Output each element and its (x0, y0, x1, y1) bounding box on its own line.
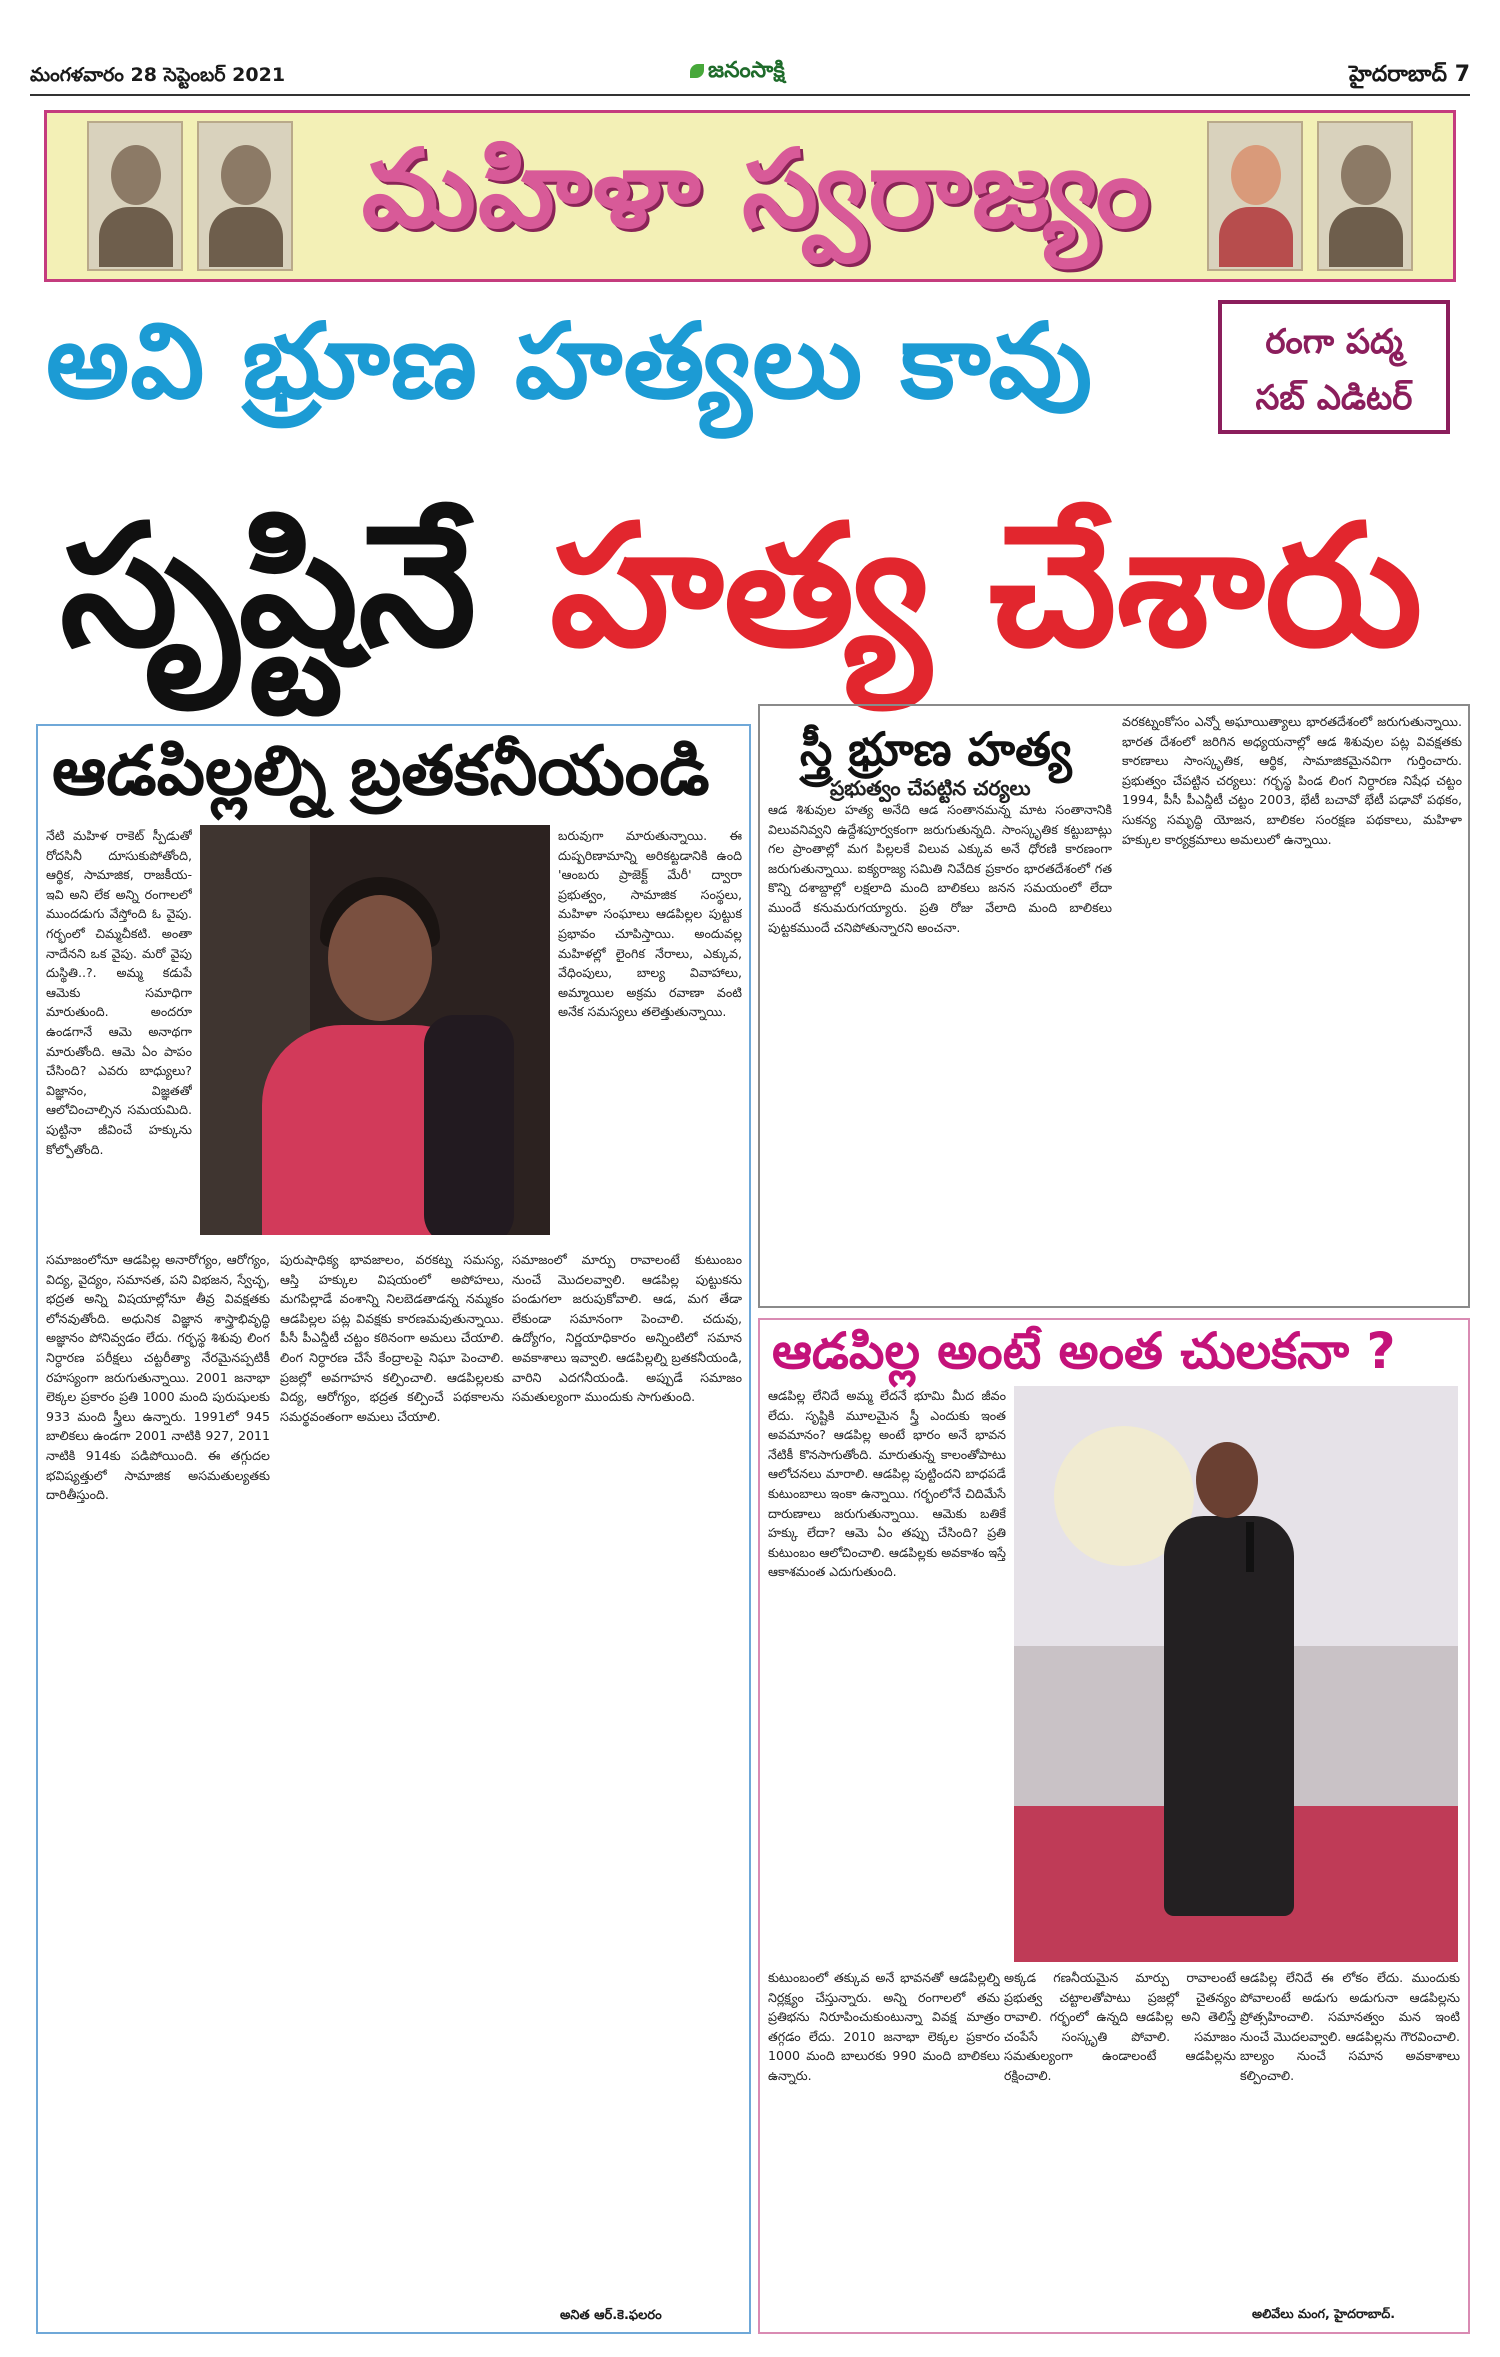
right-article1-title: స్త్రీ భ్రూణ హత్య (800, 722, 1072, 776)
brand-leaf-icon (690, 64, 704, 78)
portrait-1 (87, 121, 183, 271)
section-title: మహిళా స్వరాజ్యం (361, 127, 1153, 252)
page-number: 7 (1454, 62, 1470, 87)
right-article2-col2: కుటుంబంలో తక్కువ అనే భావనతో ఆడపిల్లల్ని నిర్లక్ష్యం చేస్తున్నారు. అన్ని రంగాలలో తమ ప్రతిభను నిరూపించుకుంటున్నా వివక్ష మాత్రం తగ్గడం లేదు. 2010 జనాభా లెక్కల ప్రకారం 1000 మంది బాలురకు 990 మంది బాలికలు ఉన్నారు. (768, 1970, 1000, 2083)
right-article1-col2: వరకట్నంకోసం ఎన్నో అఘాయిత్యాలు భారతదేశంలో జరుగుతున్నాయి. భారత దేశంలో జరిగిన అధ్యయనాల్లో ఆడ శిశువుల పట్ల వివక్షతకు కారణాలు సాంస్కృతిక, ఆర్థిక, సామాజికమైనవిగా గుర్తించారు. ప్రభుత్వం చేపట్టిన చర్యలు: గర్భస్థ పిండ లింగ నిర్ధారణ నిషేధ చట్టం 1994, పీసీ పీఎన్డీటీ చట్టం 2003, భేటీ బచావో భేటీ పఢావో పథకం, సుకన్య సమృద్ధి యోజన, బాలికల సంరక్షణ పథకాలు, మహిళా హక్కుల కార్యక్రమాలు అమలులో ఉన్నాయి. (1122, 714, 1462, 847)
left-article-col3: సమాజంలోనూ ఆడపిల్ల అనారోగ్యం, ఆరోగ్యం, విద్య, వైద్యం, సమానత, పని విభజన, స్వేచ్ఛ, భద్రత అన్ని విషయాల్లోనూ తీవ్ర వివక్షతకు లోనవుతోంది. అధునిక విజ్ఞాన శాస్త్రాభివృద్ధి అజ్ఞానం పోనివ్వడం లేదు. గర్భస్థ శిశువు లింగ నిర్ధారణ పరీక్షలు చట్టరీత్యా నేరమైనప్పటికీ రహస్యంగా జరుగుతున్నాయి. 2001 జనాభా లెక్కల ప్రకారం ప్రతి 1000 మంది పురుషులకు 933 మంది స్త్రీలు ఉన్నారు. 1991లో 945 బాలికలు ఉండగా 2001 నాటికి 927, 2011 నాటికి 914కు పడిపోయింది. ఈ తగ్గుదల భవిష్యత్తులో సామాజిక అసమతుల్యతకు దారితీస్తుంది. (46, 1252, 270, 1503)
right-article1-subtitle: ప్రభుత్వం చేపట్టిన చర్యలు (830, 776, 1031, 800)
byline-name: రంగా పద్మ (1265, 322, 1403, 362)
right-article2-author: అలివేలు మంగ, హైదరాబాద్. (1252, 2306, 1396, 2321)
portrait-3 (1207, 121, 1303, 271)
left-article-col2: బరువుగా మారుతున్నాయి. ఈ దుష్పరిణామాన్ని అరికట్టడానికి ఉంది 'ఆంబరు ప్రాజెక్ట్ మేరీ' ద్వారా ప్రభుత్వం, సామాజిక సంస్థలు, మహిళా సంఘాలు ఆడపిల్లల పుట్టుక ప్రభావం చూపిస్తాయి. అందువల్ల మహిళల్లో లైంగిక నేరాలు, ఎక్కువ, వేధింపులు, బాల్య వివాహాలు, అమ్మాయిల అక్రమ రవాణా వంటి అనేక సమస్యలు తలెత్తుతున్నాయి. (558, 828, 742, 1020)
city-name: హైదరాబాద్ (1349, 62, 1448, 87)
left-article-author: అనిత ఆర్.కె.ఫలరం (560, 2308, 662, 2323)
edition-city (1349, 62, 1470, 92)
issue-date: మంగళవారం 28 సెప్టెంబర్ 2021 (30, 64, 286, 86)
headline-line2-red: హత్య చేశారు (550, 488, 1423, 684)
left-article-col4: పురుషాధిక్య భావజాలం, వరకట్న సమస్య, ఆస్తి హక్కుల విషయంలో అపోహలు, మగపిల్లాడే వంశాన్ని నిలబెడతాడన్న నమ్మకం ఆడపిల్లల పట్ల వివక్షకు కారణమవుతున్నాయి. పీసీ పీఎన్డీటీ చట్టం కఠినంగా అమలు చేయాలి. లింగ నిర్ధారణ చేసే కేంద్రాలపై నిఘా పెంచాలి. ప్రజల్లో అవగాహన కల్పించాలి. ఆడపిల్లలకు విద్య, ఆరోగ్యం, భద్రత కల్పించే పథకాలను సమర్థవంతంగా అమలు చేయాలి. (280, 1252, 504, 1424)
newspaper-brand (690, 58, 785, 88)
right-article1-col1: ఆడ శిశువుల హత్య అనేది ఆడ సంతానమన్న మాట సంతానానికి విలువనివ్వని ఉద్దేశపూర్వకంగా జరుగుతున్నది. సాంస్కృతిక కట్టుబాట్లు గల ప్రాంతాల్లో మగ పిల్లలకే విలువ ఎక్కువ అనే ధోరణి కారణంగా జరుగుతున్నాయి. ఐక్యరాజ్య సమితి నివేదిక ప్రకారం భారతదేశంలో గత కొన్ని దశాబ్దాల్లో లక్షలాది మంది బాలికలు జనన సమయంలో లేదా ముందే కనుమరుగయ్యారు. ప్రతి రోజు వేలాది మంది బాలికలు పుట్టకముందే చనిపోతున్నారని అంచనా. (768, 802, 1112, 935)
byline-box (1218, 300, 1450, 434)
header-rule (30, 94, 1470, 96)
headline-line2-black: సృష్టినే (60, 488, 477, 684)
portrait-2 (197, 121, 293, 271)
portrait-4 (1317, 121, 1413, 271)
right-article2-col1: ఆడపిల్ల లేనిదే అమ్మ లేదనే భూమి మీద జీవం లేదు. సృష్టికి మూలమైన స్త్రీ ఎందుకు ఇంత అవమానం? ఆడపిల్ల అంటే భారం అనే భావన నేటికీ కొనసాగుతోంది. మారుతున్న కాలంతోపాటు ఆలోచనలు మారాలి. ఆడపిల్ల పుట్టిందని బాధపడే కుటుంబాలు ఇంకా ఉన్నాయి. గర్భంలోనే చిదిమేసే దారుణాలు జరుగుతున్నాయి. ఆమెకు బతికే హక్కు లేదా? ఆమె ఏం తప్పు చేసింది? ప్రతి కుటుంబం ఆలోచించాలి. ఆడపిల్లకు అవకాశం ఇస్తే ఆకాశమంత ఎదుగుతుంది. (768, 1388, 1006, 1580)
speaker-photo (1014, 1386, 1458, 1962)
right-article2-subhead: ఆడపిల్ల అంటే అంత చులకనా ? (772, 1322, 1396, 1380)
left-article-col5: సమాజంలో మార్పు రావాలంటే కుటుంబం నుంచే మొదలవ్వాలి. ఆడపిల్ల పుట్టుకను పండుగలా జరుపుకోవాలి. ఆడ, మగ తేడా లేకుండా సమానంగా పెంచాలి. చదువు, ఉద్యోగం, నిర్ణయాధికారం అన్నింటిలో సమాన అవకాశాలు ఇవ్వాలి. ఆడపిల్లల్ని బ్రతకనీయండి, వారిని ఎదగనీయండి. అప్పుడే సమాజం సమతుల్యంగా ముందుకు సాగుతుంది. (512, 1252, 742, 1405)
section-banner (44, 110, 1456, 282)
left-article-subhead: ఆడపిల్లల్ని బ్రతకనీయండి (52, 732, 710, 811)
right-article2-col4: ఆడపిల్ల లేనిదే ఈ లోకం లేదు. ముందుకు పోవాలంటే అడుగు అడుగునా ఆడపిల్లను ప్రోత్సహించాలి. సమానత్వం మన ఇంటి నుంచే మొదలవ్వాలి. ఆడపిల్లను గౌరవించాలి. బాల్యం నుంచే సమాన అవకాశాలు కల్పించాలి. (1240, 1970, 1460, 2083)
byline-role: సబ్ ఎడిటర్ (1255, 378, 1413, 418)
headline-line1: అవి భ్రూణ హత్యలు కావు (46, 300, 1094, 422)
author-photo (200, 825, 550, 1235)
microphone-icon (1246, 1522, 1254, 1572)
left-article-col1: నేటి మహిళ రాకెట్ స్పీడుతో రోదసినీ దూసుకుపోతోంది, ఆర్థిక, సామాజిక, రాజకీయ- ఇవి అని లేక అన్ని రంగాలలో ముందడుగు వేస్తోంది ఓ వైపు. గర్భంలో చిమ్మచీకటి. అంతా నాదేనని ఒక వైపు. మరో వైపు దుస్థితి..?. అమ్మ కడుపే ఆమెకు సమాధిగా మారుతుంది. అందరూ ఉండగానే ఆమె అనాథగా మారుతోంది. ఆమె ఏం పాపం చేసింది? ఎవరు బాధ్యులు? విజ్ఞానం, విజ్ఞతతో ఆలోచించాల్సిన సమయమిది. పుట్టినా జీవించే హక్కును కోల్పోతోంది. (46, 828, 192, 1157)
brand-name: జనంసాక్షి (708, 58, 785, 83)
right-article2-col3: అక్కడ గణనీయమైన మార్పు రావాలంటే ప్రభుత్వ చట్టాలతోపాటు ప్రజల్లో చైతన్యం రావాలి. గర్భంలో ఉన్నది ఆడపిల్ల అని తెలిస్తే చంపేసే సంస్కృతి పోవాలి. సమాజం సమతుల్యంగా ఉండాలంటే ఆడపిల్లను రక్షించాలి. (1004, 1970, 1236, 2083)
